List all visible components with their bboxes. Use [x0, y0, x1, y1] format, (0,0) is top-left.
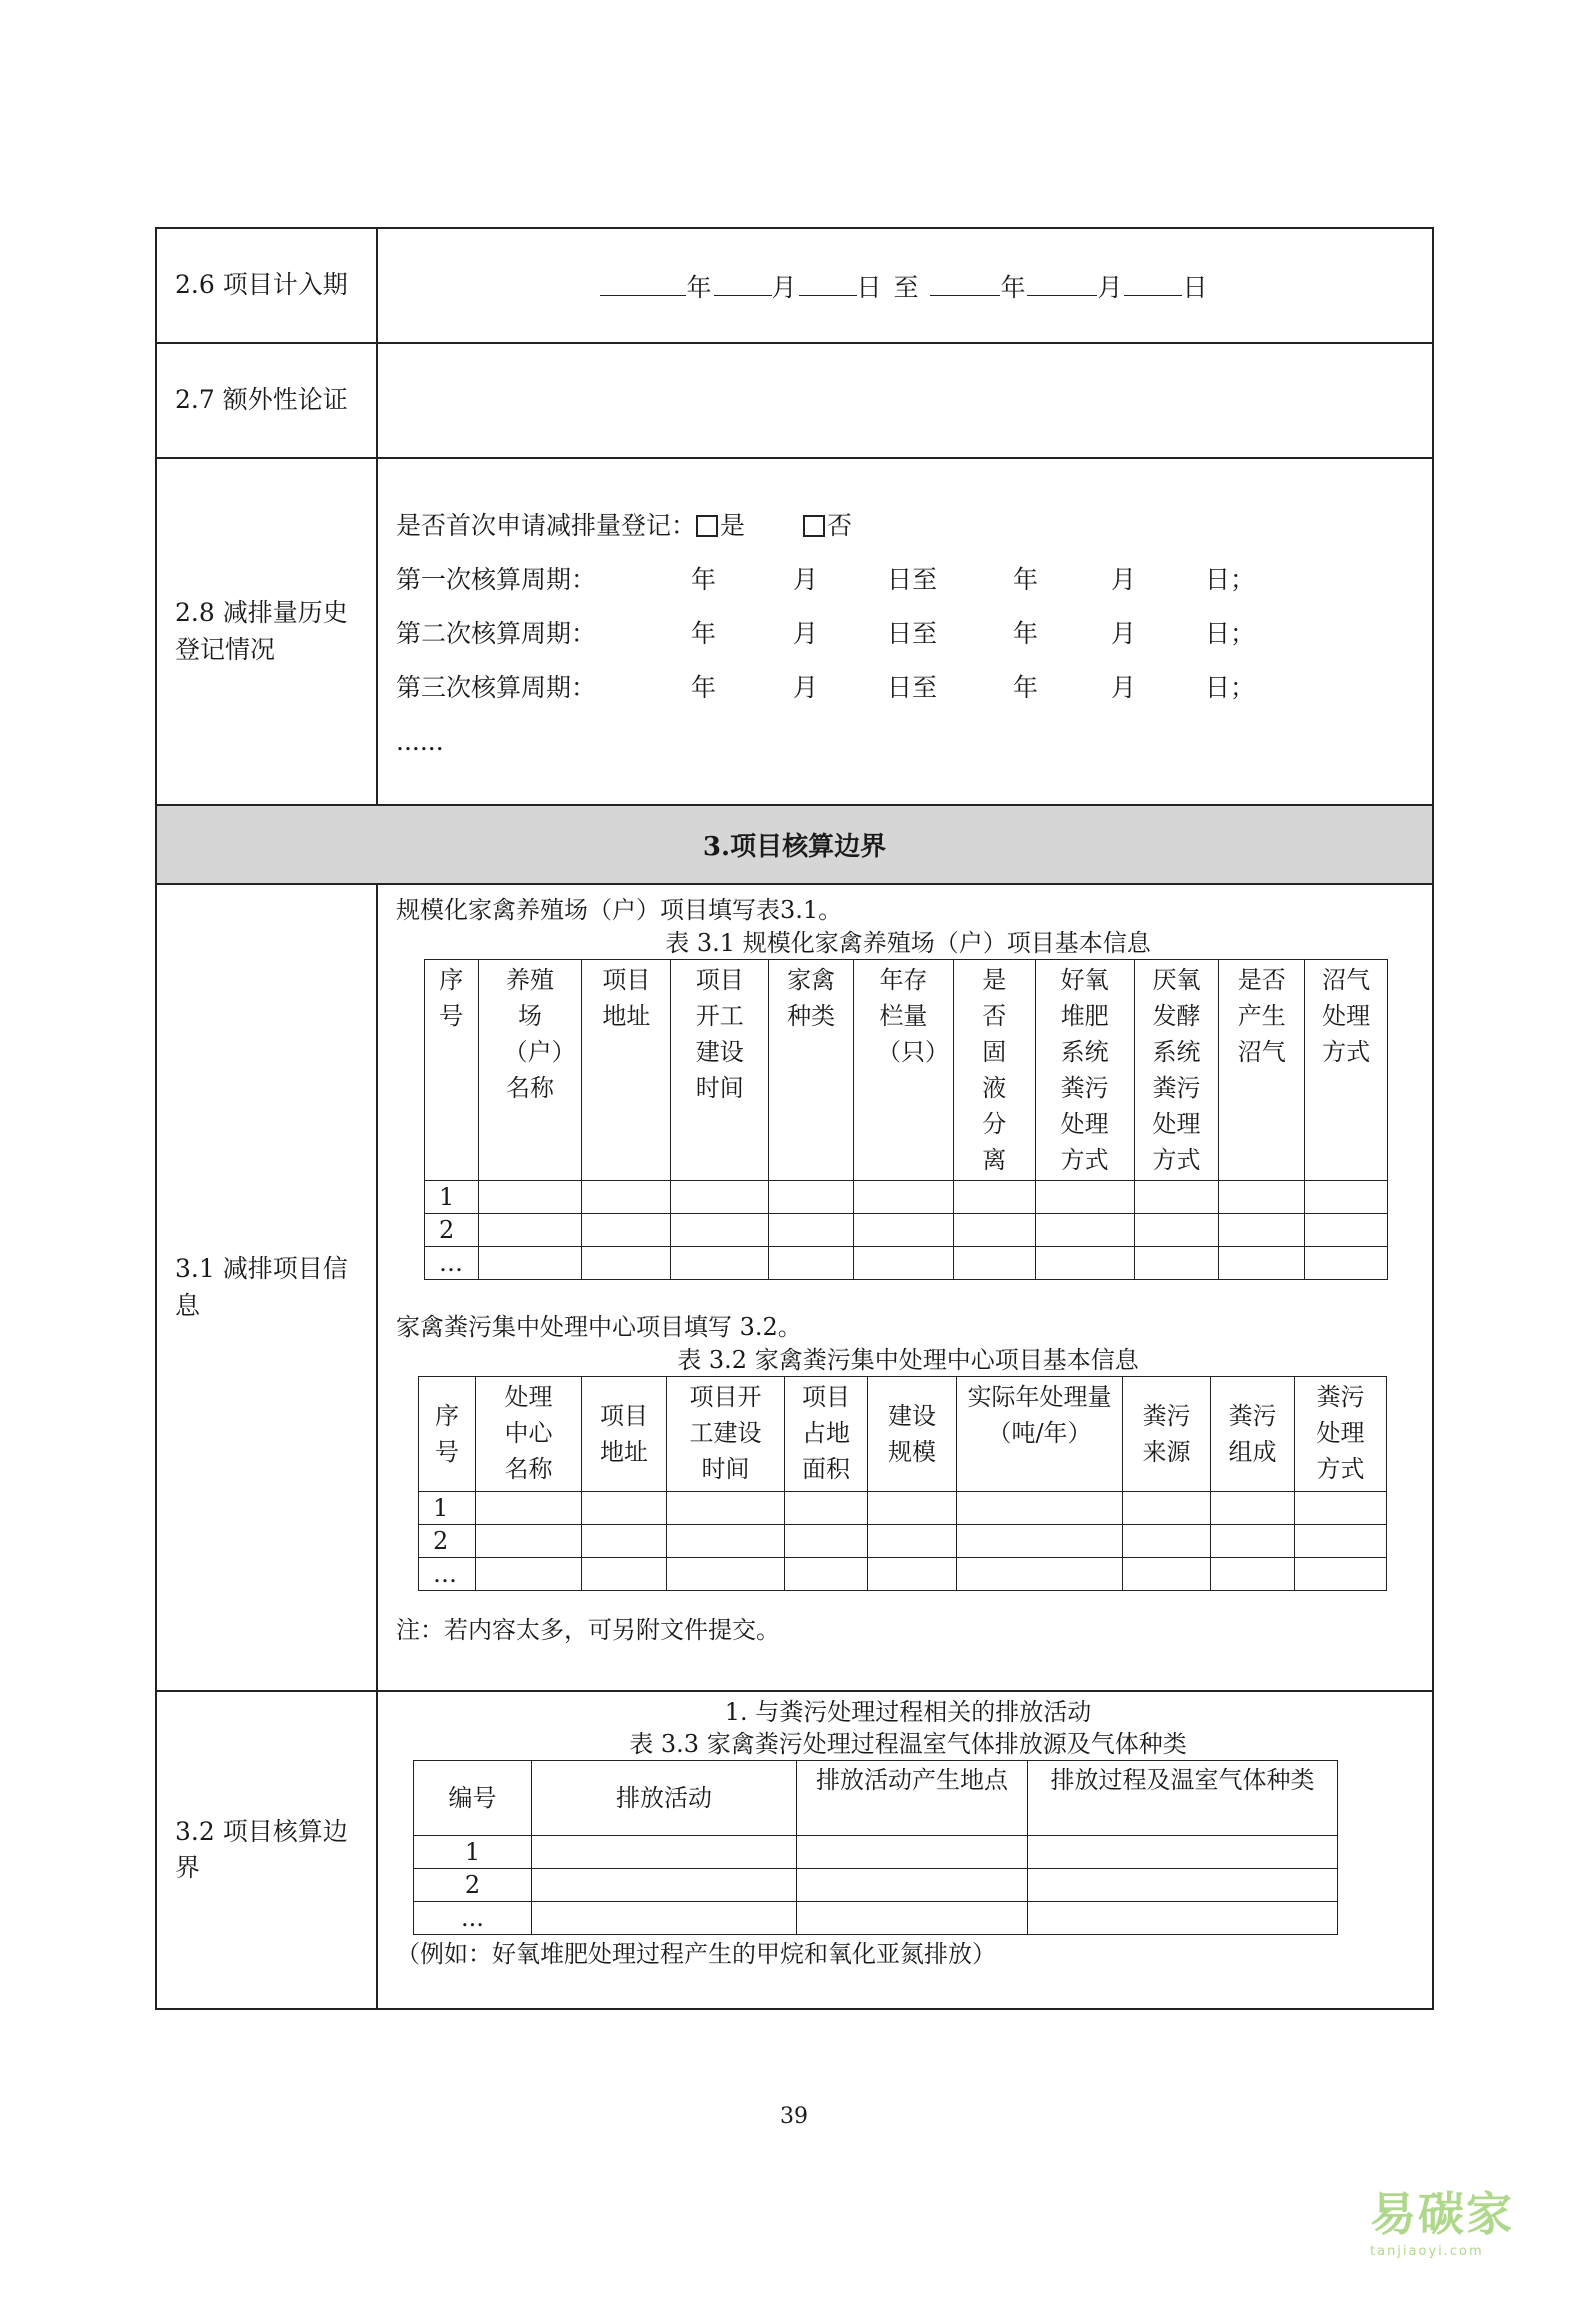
table-row: … — [425, 1247, 1388, 1280]
row-label: 3.1 减排项目信息 — [156, 884, 377, 1691]
table-3-2 — [418, 1376, 1387, 1591]
row-label: 2.6 项目计入期 — [156, 228, 377, 343]
period-line: 第二次核算周期： 年 月 日至 年 月 日； — [396, 618, 1256, 648]
table-row: 1 — [414, 1836, 1338, 1869]
table-row: 2 — [419, 1525, 1387, 1558]
credit-period: 年 月 日 至 年 月 日 — [378, 268, 1432, 304]
yes-checkbox[interactable] — [696, 515, 718, 537]
table-row: 1 — [425, 1181, 1388, 1214]
blank-field[interactable] — [799, 273, 857, 296]
no-checkbox[interactable] — [803, 515, 825, 537]
row-label: 2.8 减排量历史登记情况 — [156, 458, 377, 805]
ellipsis: ...... — [396, 726, 444, 756]
table-3-1 — [424, 959, 1388, 1280]
table-header-row: 序号 处理中心名称 项目地址 项目开工建设时间 项目占地面积 建设规模 实际年处理量（吨/年） 粪污来源 粪污组成 粪污处理方式 — [419, 1377, 1387, 1492]
form-table — [155, 227, 1434, 2010]
table-header-row: 编号 排放活动 排放活动产生地点 排放过程及温室气体种类 — [414, 1761, 1338, 1836]
table-3-1-caption: 表 3.1 规模化家禽养殖场（户）项目基本信息 — [665, 929, 1151, 957]
table-3-1-intro: 规模化家禽养殖场（户）项目填写表3.1。 — [396, 896, 843, 924]
blank-field[interactable] — [1027, 273, 1097, 296]
row-label: 2.7 额外性论证 — [156, 343, 377, 458]
table-3-2-caption: 表 3.2 家禽粪污集中处理中心项目基本信息 — [677, 1346, 1139, 1374]
row-2-7 — [156, 343, 1433, 458]
table-row: 2 — [425, 1214, 1388, 1247]
table-row: … — [419, 1558, 1387, 1591]
table-header-row: 序号 养殖场（户）名称 项目地址 项目开工建设时间 家禽种类 年存栏量（只） 是否固液分离 好氧堆肥系统粪污处理方式 厌氧发酵系统粪污处理方式 是否产生沼气 沼气处理方式 — [425, 960, 1388, 1181]
period-line: 第一次核算周期： 年 月 日至 年 月 日； — [396, 564, 1256, 594]
emission-heading: 1. 与粪污处理过程相关的排放活动 — [724, 1698, 1092, 1726]
row-3-1 — [156, 884, 1433, 1691]
first-registration-line: 是否首次申请减排量登记： 是 否 — [396, 510, 853, 540]
blank-field[interactable] — [1124, 273, 1182, 296]
row-2-6 — [156, 228, 1433, 343]
period-line: 第三次核算周期： 年 月 日至 年 月 日； — [396, 672, 1256, 702]
blank-field[interactable] — [600, 273, 686, 296]
blank-field[interactable] — [930, 273, 1000, 296]
table-row: 2 — [414, 1869, 1338, 1902]
note: 注：若内容太多，可另附文件提交。 — [396, 1616, 780, 1644]
row-3-2 — [156, 1691, 1433, 2009]
row-label: 3.2 项目核算边界 — [156, 1691, 377, 2009]
watermark-logo: 易碳家$^{tanjiaoyi.com}$ — [1370, 2187, 1514, 2259]
section-title: 3.项目核算边界 — [156, 805, 1433, 884]
table-row: ... — [414, 1902, 1338, 1935]
table-3-3 — [413, 1760, 1338, 1935]
additionality-field[interactable] — [377, 343, 1433, 458]
blank-field[interactable] — [714, 273, 772, 296]
table-row: 1 — [419, 1492, 1387, 1525]
table-3-3-caption: 表 3.3 家禽粪污处理过程温室气体排放源及气体种类 — [629, 1730, 1187, 1758]
table-3-2-intro: 家禽粪污集中处理中心项目填写 3.2。 — [396, 1313, 802, 1341]
example-note: （例如：好氧堆肥处理过程产生的甲烷和氧化亚氮排放） — [396, 1940, 996, 1968]
row-2-8 — [156, 458, 1433, 805]
page-number: 39 — [780, 2104, 808, 2129]
history-block — [378, 477, 1432, 787]
section-3-header — [156, 805, 1433, 884]
